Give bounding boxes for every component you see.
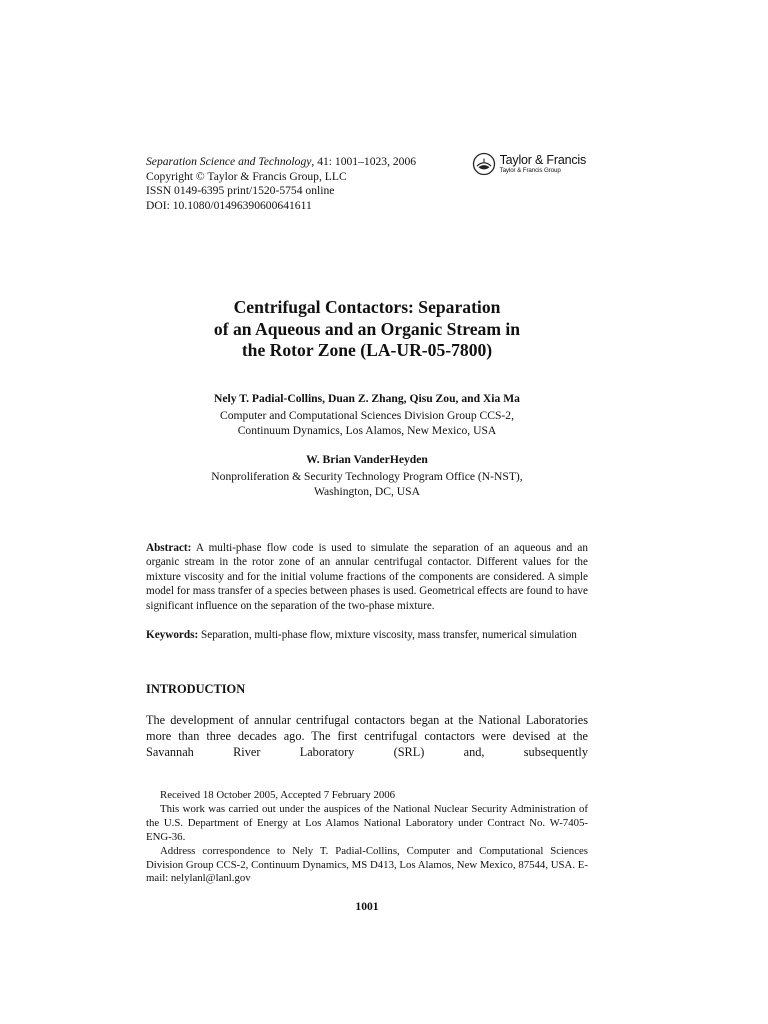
section-heading-introduction: INTRODUCTION	[146, 682, 246, 696]
affiliation-line: Computer and Computational Sciences Division Group CCS-2,	[219, 409, 514, 422]
publisher-logo	[472, 152, 586, 176]
affiliation-line: Continuum Dynamics, Los Alamos, New Mexico, USA	[237, 424, 497, 437]
publisher-group: Taylor & Francis Group	[499, 166, 561, 174]
keywords-text: Separation, multi-phase flow, mixture viscosity, mass transfer, numerical simulation	[198, 629, 577, 641]
title-line: of an Aqueous and an Organic Stream in	[213, 318, 521, 339]
abstract-text: A multi-phase flow code is used to simulate the separation of an aqueous and an organic stream in the rotor zone of an annular centrifugal contactor. Different values for the mixture viscosity and for the initial volume fractions of the components are considered. A simple model for mass transfer of a species between phases is used. Geometrical effects are found to have significant influence on the separation of the two-phase mixture.	[146, 542, 588, 612]
issn-line: ISSN 0149-6395 print/1520-5754 online	[146, 184, 335, 198]
author-names: Nely T. Padial-Collins, Duan Z. Zhang, Qisu Zou, and Xia Ma	[214, 392, 520, 405]
copyright-line: Copyright © Taylor & Francis Group, LLC	[146, 169, 347, 183]
journal-citation: , 41: 1001–1023, 2006	[311, 155, 417, 168]
journal-name: Separation Science and Technology	[146, 155, 312, 168]
affiliation-line: Nonproliferation & Security Technology Program Office (N-NST),	[211, 470, 523, 483]
introduction-paragraph: The development of annular centrifugal contactors began at the National Laboratories more than three decades ago. The first centrifugal contactors were devised at the Savannah River Laboratory (SRL) and, subsequently	[146, 713, 588, 759]
keywords-label: Keywords:	[146, 629, 199, 641]
footnote-received: Received 18 October 2005, Accepted 7 February 2006	[160, 789, 396, 801]
footnotes	[146, 789, 588, 886]
journal-header	[146, 152, 588, 213]
paper-page	[146, 0, 588, 1024]
abstract-label: Abstract:	[146, 542, 192, 554]
paper-title	[146, 297, 588, 362]
footnote-funding: This work was carried out under the auspices of the National Nuclear Security Administration of the U.S. Department of Energy at Los Alamos National Laboratory under Contract No. W-7405-ENG-36.	[146, 802, 588, 843]
title-line: Centrifugal Contactors: Separation	[233, 297, 501, 317]
affiliation-line: Washington, DC, USA	[314, 485, 420, 498]
publisher-name: Taylor & Francis	[499, 152, 586, 167]
author-group-secondary	[146, 452, 588, 499]
title-line: the Rotor Zone (LA-UR-05-7800)	[241, 340, 493, 360]
publisher-logo-icon	[472, 152, 496, 176]
abstract	[146, 541, 588, 613]
footnote-correspondence: Address correspondence to Nely T. Padial-Collins, Computer and Computational Sciences Division Group CCS-2, Continuum Dynamics, MS D413, Los Alamos, New Mexico, 87544, USA. E-mail: nelylanl@lanl.gov	[146, 844, 588, 885]
author-names: W. Brian VanderHeyden	[306, 453, 428, 466]
page-number: 1001	[355, 900, 379, 913]
doi-line: DOI: 10.1080/01496390600641611	[146, 198, 312, 212]
keywords	[146, 628, 588, 642]
author-group-primary	[146, 391, 588, 438]
